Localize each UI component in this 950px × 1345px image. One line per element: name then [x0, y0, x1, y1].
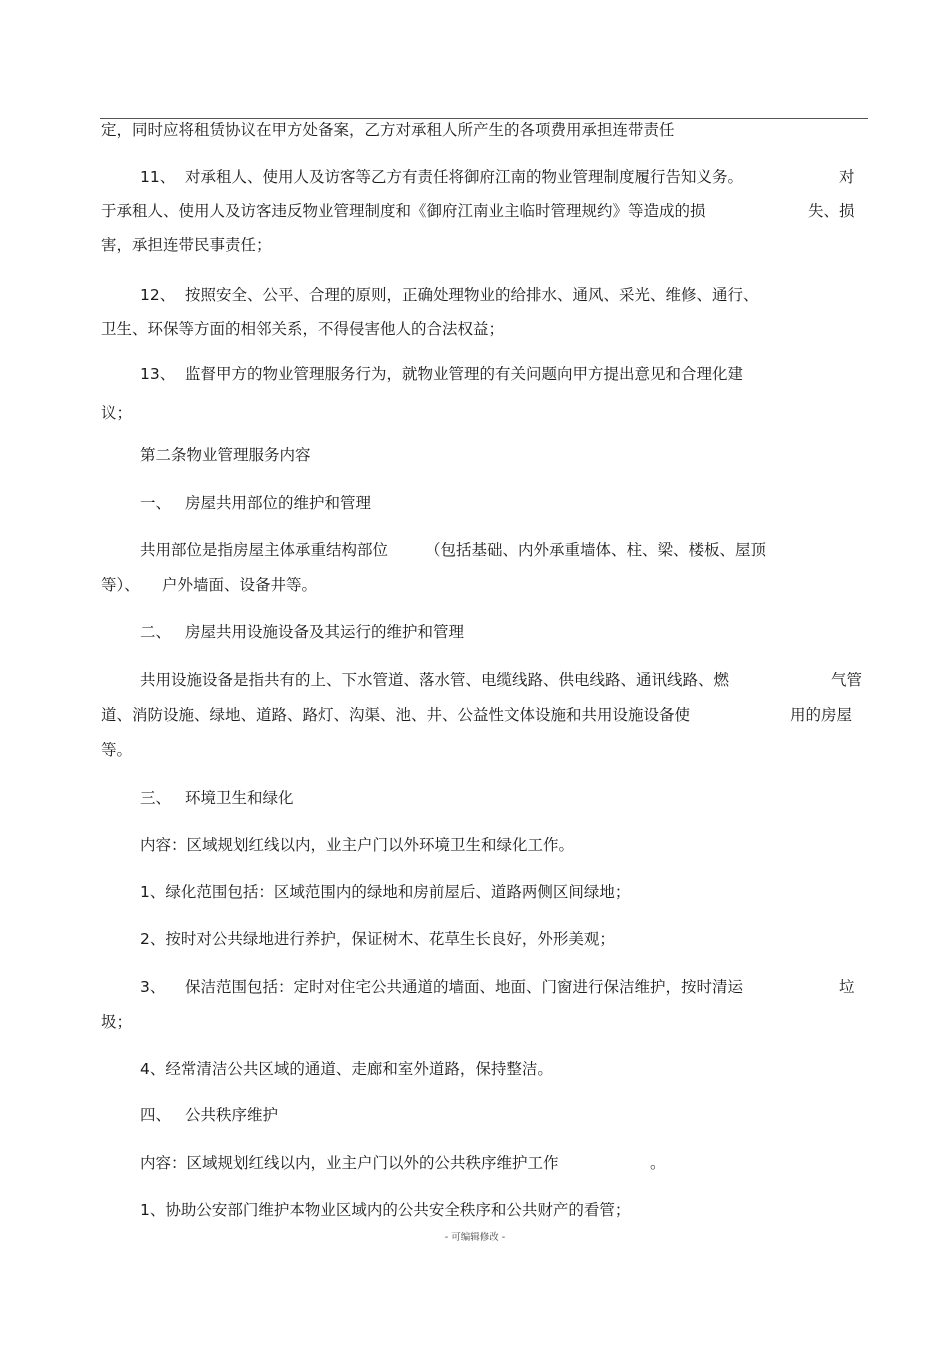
text-line: 失、损 [808, 202, 855, 220]
text-line: 一、 [140, 494, 172, 512]
text-line: 内容：区域规划红线以内，业主户门以外的公共秩序维护工作 [140, 1154, 559, 1172]
text-line: 卫生、环保等方面的相邻关系，不得侵害他人的合法权益； [101, 320, 505, 338]
text-line: 等。 [101, 741, 133, 759]
text-line: 用的房屋 [790, 706, 853, 724]
text-line: 保洁范围包括：定时对住宅公共通道的墙面、地面、门窗进行保洁维护，按时清运 [185, 978, 744, 996]
text-line: 环境卫生和绿化 [185, 789, 294, 807]
text-line: 圾； [101, 1013, 133, 1031]
text-line: 共用设施设备是指共有的上、下水管道、落水管、电缆线路、供电线路、通讯线路、燃 [140, 671, 730, 689]
text-line: 于承租人、使用人及访客违反物业管理制度和《御府江南业主临时管理规约》等造成的损 [101, 202, 706, 220]
text-line: 监督甲方的物业管理服务行为，就物业管理的有关问题向甲方提出意见和合理化建 [185, 365, 744, 383]
text-line: 对 [839, 168, 855, 186]
text-line: 共用部位是指房屋主体承重结构部位 [140, 541, 389, 559]
text-line: 气管 [831, 671, 863, 689]
text-line: 对承租人、使用人及访客等乙方有责任将御府江南的物业管理制度履行告知义务。 [185, 168, 744, 186]
text-line: （包括基础、内外承重墙体、柱、梁、楼板、屋顶 [425, 541, 767, 559]
text-line: 定，同时应将租赁协议在甲方处备案，乙方对承租人所产生的各项费用承担连带责任 [101, 121, 675, 139]
text-line: 房屋共用设施设备及其运行的维护和管理 [185, 623, 465, 641]
text-line: 害，承担连带民事责任； [101, 236, 272, 254]
text-line: 户外墙面、设备井等。 [162, 576, 318, 594]
text-line: 三、 [140, 789, 172, 807]
text-line: 4、经常清洁公共区域的通道、走廊和室外道路，保持整洁。 [140, 1060, 553, 1078]
text-line: 12、 [140, 286, 176, 304]
text-line: 二、 [140, 623, 172, 641]
text-line: 11、 [140, 168, 176, 186]
text-line: 内容：区域规划红线以内，业主户门以外环境卫生和绿化工作。 [140, 836, 575, 854]
text-line: 等）、 [101, 576, 140, 594]
section-heading: 第二条物业管理服务内容 [140, 446, 311, 464]
text-line: 垃 [839, 978, 855, 996]
text-line: 13、 [140, 365, 176, 383]
text-line: 议； [101, 404, 133, 422]
page-footer: - 可编辑修改 - [444, 1232, 506, 1243]
text-line: 1、绿化范围包括：区域范围内的绿地和房前屋后、道路两侧区间绿地； [140, 883, 631, 901]
text-line: 房屋共用部位的维护和管理 [185, 494, 372, 512]
text-line: 。 [650, 1154, 666, 1172]
text-line: 3、 [140, 978, 166, 996]
text-line: 道、消防设施、绿地、道路、路灯、沟渠、池、井、公益性文体设施和共用设施设备使 [101, 706, 691, 724]
text-line: 2、按时对公共绿地进行养护，保证树木、花草生长良好，外形美观； [140, 930, 615, 948]
header-rule [100, 118, 868, 119]
text-line: 按照安全、公平、合理的原则，正确处理物业的给排水、通风、采光、维修、通行、 [185, 286, 759, 304]
text-line: 四、 [140, 1106, 172, 1124]
text-line: 1、协助公安部门维护本物业区域内的公共安全秩序和公共财产的看管； [140, 1201, 631, 1219]
text-line: 公共秩序维护 [185, 1106, 279, 1124]
